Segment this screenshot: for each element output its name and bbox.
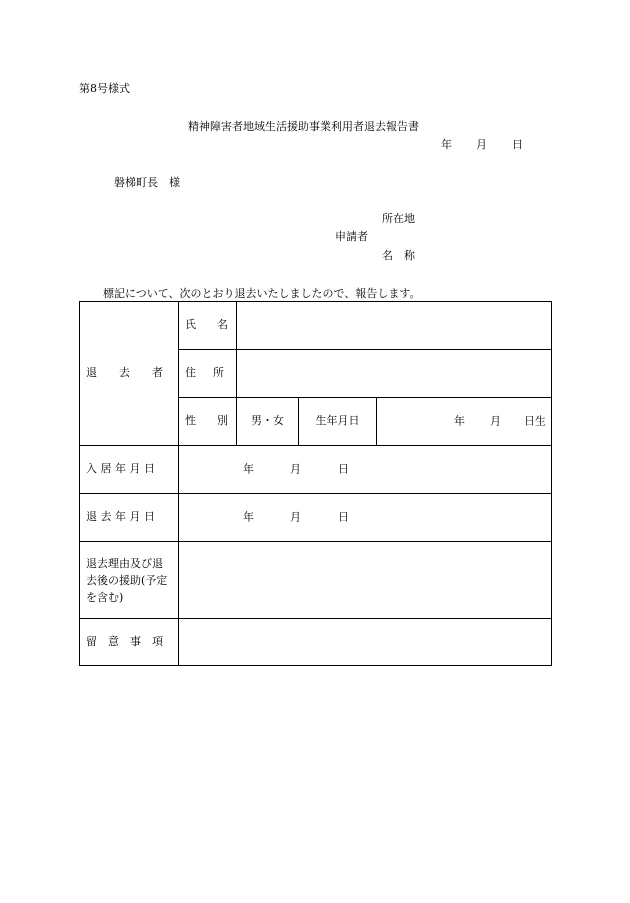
move-in-label: 入 居 年 月 日 xyxy=(80,446,179,494)
name-label: 名 称 xyxy=(382,249,415,262)
table-row xyxy=(80,446,552,494)
name-field[interactable] xyxy=(237,302,552,350)
birthdate-field[interactable] xyxy=(377,398,552,446)
table-row xyxy=(80,619,552,666)
intro-text: 標記について、次のとおり退去いたしましたので、報告します。 xyxy=(103,287,421,300)
reason-label: 退去理由及び退去後の援助(予定を含む) xyxy=(80,542,179,619)
table-row xyxy=(80,302,552,350)
document-title: 精神障害者地域生活援助事業利用者退去報告書 xyxy=(188,120,419,133)
sex-label-1: 性 xyxy=(185,414,196,428)
location-label: 所在地 xyxy=(382,212,415,225)
addressee: 磐梯町長 様 xyxy=(114,176,180,189)
address-cell xyxy=(179,350,237,398)
birth-month: 月 xyxy=(490,414,501,428)
date-day: 日 xyxy=(512,138,523,151)
birthdate-label: 生年月日 xyxy=(299,398,377,446)
table-row xyxy=(80,542,552,619)
notes-field[interactable] xyxy=(179,619,552,666)
notes-label: 留 意 事 項 xyxy=(80,619,179,666)
birth-year: 年 xyxy=(454,414,465,428)
form-number: 第8号様式 xyxy=(79,82,130,95)
report-table xyxy=(79,301,552,666)
sex-label-2: 別 xyxy=(217,414,228,428)
applicant-label: 申請者 xyxy=(335,230,368,243)
move-out-day: 日 xyxy=(338,510,349,524)
move-in-month: 月 xyxy=(290,462,301,476)
name-label-1: 氏 xyxy=(185,318,196,332)
sex-cell xyxy=(179,398,237,446)
move-out-label: 退 去 年 月 日 xyxy=(80,494,179,542)
table-row xyxy=(80,494,552,542)
leaver-label: 退 去 者 xyxy=(80,302,179,446)
address-field[interactable] xyxy=(237,350,552,398)
move-in-day: 日 xyxy=(338,462,349,476)
move-out-year: 年 xyxy=(243,510,254,524)
move-out-month: 月 xyxy=(290,510,301,524)
sex-options[interactable]: 男・女 xyxy=(237,398,299,446)
move-out-date-field[interactable] xyxy=(179,494,552,542)
name-cell xyxy=(179,302,237,350)
move-in-date-field[interactable] xyxy=(179,446,552,494)
address-label-2: 所 xyxy=(213,366,224,380)
date-month: 月 xyxy=(476,138,487,151)
name-label-2: 名 xyxy=(217,318,228,332)
birth-day: 日生 xyxy=(524,414,546,428)
move-in-year: 年 xyxy=(243,462,254,476)
date-year: 年 xyxy=(441,138,452,151)
reason-field[interactable] xyxy=(179,542,552,619)
address-label-1: 住 xyxy=(185,366,196,380)
